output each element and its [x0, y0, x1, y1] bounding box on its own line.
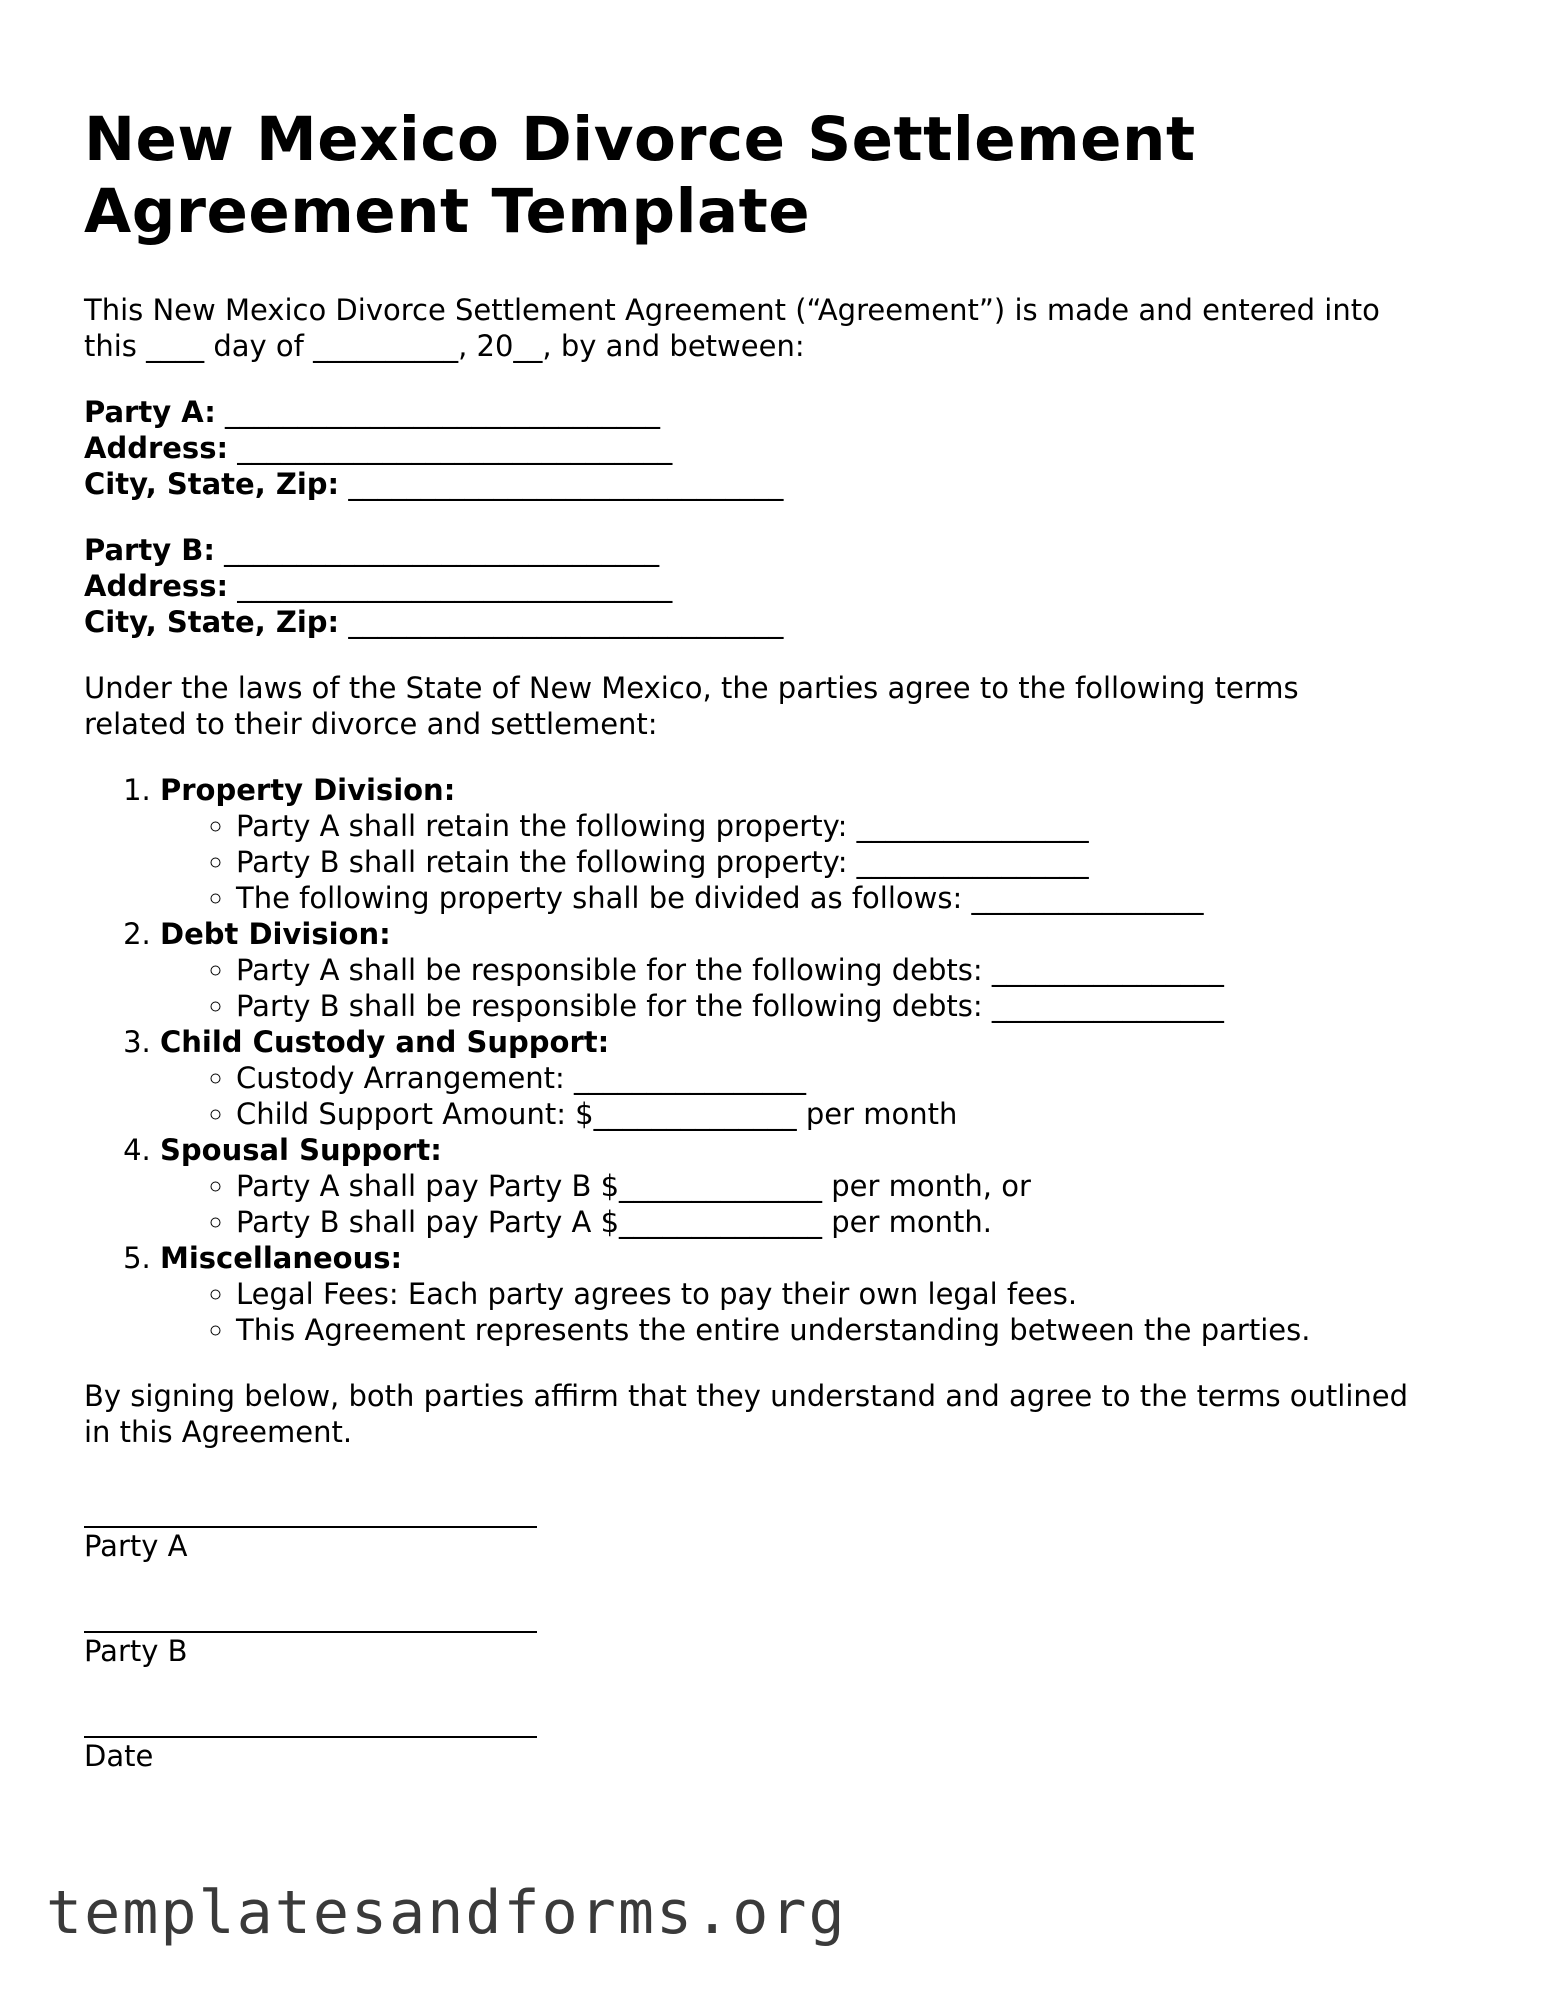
list-item: ◦ Party B shall pay Party A $______________ per month.: [236, 1204, 1464, 1240]
list-item: ◦ Party B shall be responsible for the following debts: ________________: [236, 988, 1464, 1024]
party-b-address-blank: ______________________________: [237, 569, 673, 603]
list-item: ◦ Custody Arrangement: ________________: [236, 1060, 1464, 1096]
list-item: ◦ Party A shall retain the following property: ________________: [236, 808, 1464, 844]
affirm-line-2: in this Agreement.: [84, 1415, 353, 1449]
term-heading: Debt Division:: [160, 917, 391, 951]
party-b-block: [84, 532, 1464, 640]
signature-party-a: [84, 1490, 1464, 1564]
term-heading: Spousal Support:: [160, 1133, 442, 1167]
party-a-city-line: [84, 466, 1464, 502]
affirm-line-1: By signing below, both parties affirm that they understand and agree to the terms outlined: [84, 1379, 1409, 1413]
party-b-name-label: Party B:: [84, 533, 215, 567]
affirm-paragraph: [84, 1378, 1464, 1450]
party-a-address-blank: ______________________________: [237, 431, 673, 465]
term-sub-list: [160, 808, 1464, 916]
intro-line-2: this ____ day of __________, 20__, by and between:: [84, 329, 805, 363]
signature-label: Party A: [84, 1529, 188, 1563]
party-a-address-label: Address:: [84, 431, 229, 465]
party-a-name-blank: ______________________________: [225, 395, 661, 429]
document-page: [84, 104, 1464, 1805]
party-b-name-blank: ______________________________: [224, 533, 660, 567]
under-laws-paragraph: [84, 670, 1464, 742]
term-miscellaneous: [160, 1240, 1464, 1348]
party-b-name-line: [84, 532, 1464, 568]
title-line-1: New Mexico Divorce Settlement: [84, 104, 1196, 175]
party-a-name-line: [84, 394, 1464, 430]
term-sub-list: [160, 1168, 1464, 1240]
signature-line[interactable]: [84, 1490, 537, 1528]
signature-label: Party B: [84, 1634, 188, 1668]
title-line-2: Agreement Template: [84, 176, 811, 247]
signature-party-b: [84, 1595, 1464, 1669]
intro-paragraph: [84, 292, 1464, 364]
party-a-name-label: Party A:: [84, 395, 216, 429]
term-sub-list: [160, 1276, 1464, 1348]
term-child-custody: [160, 1024, 1464, 1132]
term-property-division: [160, 772, 1464, 916]
list-item: ◦ Legal Fees: Each party agrees to pay their own legal fees.: [236, 1276, 1464, 1312]
list-item: ◦ Party B shall retain the following property: ________________: [236, 844, 1464, 880]
term-heading: Miscellaneous:: [160, 1241, 403, 1275]
party-b-city-line: [84, 604, 1464, 640]
party-a-city-label: City, State, Zip:: [84, 467, 340, 501]
party-a-block: [84, 394, 1464, 502]
term-spousal-support: [160, 1132, 1464, 1240]
intro-line-1: This New Mexico Divorce Settlement Agreement (“Agreement”) is made and entered into: [84, 293, 1380, 327]
party-b-address-label: Address:: [84, 569, 229, 603]
party-b-city-label: City, State, Zip:: [84, 605, 340, 639]
date-label: Date: [84, 1739, 154, 1773]
list-item: ◦ Party A shall pay Party B $______________ per month, or: [236, 1168, 1464, 1204]
party-b-address-line: [84, 568, 1464, 604]
under-line-1: Under the laws of the State of New Mexico, the parties agree to the following terms: [84, 671, 1299, 705]
under-line-2: related to their divorce and settlement:: [84, 707, 658, 741]
watermark: templatesandforms.org: [46, 1878, 847, 1948]
party-a-city-blank: ______________________________: [348, 467, 784, 501]
party-a-address-line: [84, 430, 1464, 466]
signature-line[interactable]: [84, 1595, 537, 1633]
term-debt-division: [160, 916, 1464, 1024]
term-heading: Property Division:: [160, 773, 456, 807]
list-item: ◦ The following property shall be divided as follows: ________________: [236, 880, 1464, 916]
list-item: ◦ Party A shall be responsible for the following debts: ________________: [236, 952, 1464, 988]
terms-list: [84, 772, 1464, 1348]
date-line[interactable]: [84, 1700, 537, 1738]
list-item: ◦ This Agreement represents the entire understanding between the parties.: [236, 1312, 1464, 1348]
term-sub-list: [160, 952, 1464, 1024]
list-item: ◦ Child Support Amount: $______________ per month: [236, 1096, 1464, 1132]
page-title: [84, 104, 1464, 248]
signature-date: [84, 1700, 1464, 1774]
term-sub-list: [160, 1060, 1464, 1132]
party-b-city-blank: ______________________________: [348, 605, 784, 639]
term-heading: Child Custody and Support:: [160, 1025, 610, 1059]
